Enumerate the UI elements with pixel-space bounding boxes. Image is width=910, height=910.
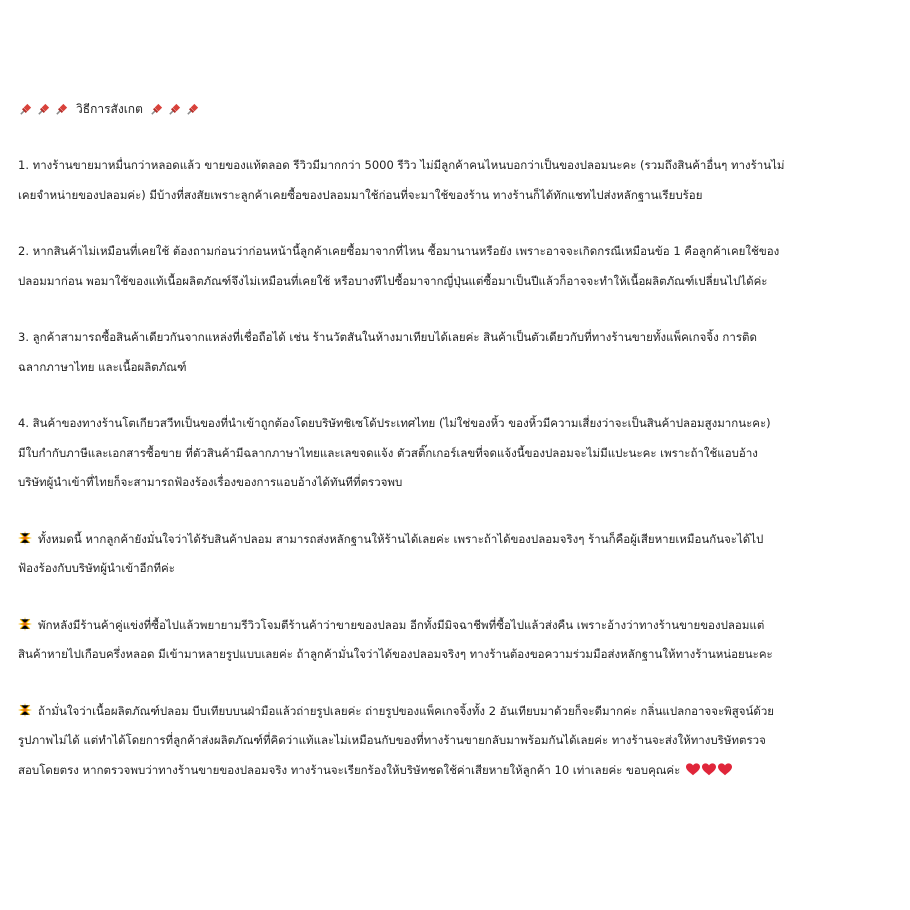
paragraph-1 bbox=[18, 151, 896, 210]
sparkle-icon bbox=[18, 703, 32, 717]
paragraph-line: บริษัทผู้นำเข้าที่ไทยก็จะสามารถฟ้องร้องเรื่องของการแอบอ้างได้ทันทีที่ตรวจพบ bbox=[18, 475, 403, 489]
pushpin-icon bbox=[149, 102, 164, 117]
paragraph-4 bbox=[18, 409, 896, 498]
heart-icon bbox=[702, 763, 716, 776]
pushpin-icon bbox=[167, 102, 182, 117]
paragraph-line: มีใบกำกับภาษีและเอกสารซื้อขาย ที่ตัวสินค้ามีฉลากภาษาไทยและเลขจดแจ้ง ตัวสติ๊กเกอร์เลขที่จดแจ้งนี้ของปลอมจะไม่มีแปะนะคะ เพราะถ้าใช้แอบอ้าง bbox=[18, 445, 758, 460]
paragraph-3 bbox=[18, 323, 896, 382]
sparkle-icon bbox=[18, 617, 32, 631]
paragraph-2 bbox=[18, 237, 896, 296]
paragraph-line: 1. ทางร้านขายมาหมื่นกว่าหลอดแล้ว ขายของแท้ตลอด รีวิวมีมากกว่า 5000 รีวิว ไม่มีลูกค้าคนไหนบอกว่าเป็นของปลอมนะคะ (รวมถึงสินค้าอื่นๆ ทางร้านไม่ bbox=[18, 158, 785, 172]
pushpin-icon bbox=[18, 102, 33, 117]
paragraph-line: พักหลังมีร้านค้าคู่แข่งที่ซื้อไปแล้วพยายามรีวิวโจมตีร้านค้าว่าขายของปลอม อีกทั้งมีมิจฉาชีพที่ซื้อไปแล้วส่งคืน เพราะอ้างว่าทางร้านขายของปลอมแต่ bbox=[38, 617, 765, 632]
paragraph-line: 2. หากสินค้าไม่เหมือนที่เคยใช้ ต้องถามก่อนว่าก่อนหน้านี้ลูกค้าเคยซื้อมาจากที่ไหน ซื้อมานานหรือยัง เพราะอาจจะเกิดกรณีเหมือนข้อ 1 คือลูกค้าเคยใช้ของ bbox=[18, 244, 780, 258]
heart-icon bbox=[718, 763, 732, 776]
section-heading bbox=[18, 98, 896, 120]
paragraph-line: ฟ้องร้องกับบริษัทผู้นำเข้าอีกทีค่ะ bbox=[18, 561, 175, 575]
paragraph-line-with-icon bbox=[18, 611, 896, 641]
paragraph-line: รูปภาพไม่ได้ แต่ทำได้โดยการที่ลูกค้าส่งผลิตภัณฑ์ที่คิดว่าแท้และไม่เหมือนกับของที่ทางร้านขายกลับมาพร้อมกันได้เลยค่ะ ทางร้านจะส่งให้ทางบริษัทตรวจ bbox=[18, 733, 766, 747]
paragraph-line: 3. ลูกค้าสามารถซื้อสินค้าเดียวกันจากแหล่งที่เชื่อถือได้ เช่น ร้านวัตสันในห้างมาเทียบได้เลยค่ะ สินค้าเป็นตัวเดียวกับที่ทางร้านขายทั้งแพ็คเกจจิ้ง การติด bbox=[18, 330, 757, 344]
paragraph-line: ปลอมมาก่อน พอมาใช้ของแท้เนื้อผลิตภัณฑ์จึงไม่เหมือนที่เคยใช้ หรือบางทีไปซื้อมาจากญี่ปุ่นแต่ซื้อมาเป็นปีแล้วก็อาจจะทำให้เนื้อผลิตภัณฑ์เปลี่ยนไปได้ค่ะ bbox=[18, 273, 768, 288]
paragraph-line: เคยจำหน่ายของปลอมค่ะ) มีบ้างที่สงสัยเพราะลูกค้าเคยซื้อของปลอมมาใช้ก่อนที่จะมาใช้ของร้าน ทางร้านก็ได้ทักแชทไปส่งหลักฐานเรียบร้อย bbox=[18, 187, 703, 202]
paragraph-line-with-icon bbox=[18, 525, 896, 555]
paragraph-6 bbox=[18, 611, 896, 670]
paragraph-line: ถ้ามั่นใจว่าเนื้อผลิตภัณฑ์ปลอม บีบเทียบบนฝ่ามือแล้วถ่ายรูปเลยค่ะ ถ่ายรูปของแพ็คเกจจิ้งทั้ง 2 อันเทียบมาด้วยก็จะดีมากค่ะ กลิ่นแปลกอาจจะพิสูจน์ด้วย bbox=[38, 703, 775, 718]
paragraph-line: 4. สินค้าของทางร้านโตเกียวสวีทเป็นของที่นำเข้าถูกต้องโดยบริษัทชิเซโด้ประเทศไทย (ไม่ใช่ของหิ้ว ของหิ้วมีความเสี่ยงว่าจะเป็นสินค้าปลอมสูงมากนะคะ) bbox=[18, 416, 771, 430]
paragraph-5 bbox=[18, 525, 896, 584]
pushpin-icon bbox=[36, 102, 51, 117]
paragraph-7 bbox=[18, 697, 896, 786]
paragraph-line: ฉลากภาษาไทย และเนื้อผลิตภัณฑ์ bbox=[18, 359, 187, 374]
heading-text: วิธีการสังเกต bbox=[76, 102, 143, 116]
pushpin-icon bbox=[185, 102, 200, 117]
heart-icon bbox=[686, 763, 700, 776]
paragraph-line-with-hearts bbox=[18, 756, 896, 786]
paragraph-line: ทั้งหมดนี้ หากลูกค้ายังมั่นใจว่าได้รับสินค้าปลอม สามารถส่งหลักฐานให้ร้านได้เลยค่ะ เพราะถ้าได้ของปลอมจริงๆ ร้านก็คือผู้เสียหายเหมือนกันจะได้ไป bbox=[38, 531, 764, 546]
pushpin-icon bbox=[54, 102, 69, 117]
paragraph-line-with-icon bbox=[18, 697, 896, 727]
paragraph-line: สอบโดยตรง หากตรวจพบว่าทางร้านขายของปลอมจริง ทางร้านจะเรียกร้องให้บริษัทชดใช้ค่าเสียหายให้ลูกค้า 10 เท่าเลยค่ะ ขอบคุณค่ะ bbox=[18, 762, 681, 777]
paragraph-line: สินค้าหายไปเกือบครึ่งหลอด มีเข้ามาหลายรูปแบบเลยค่ะ ถ้าลูกค้ามั่นใจว่าได้ของปลอมจริงๆ ทางร้านต้องขอความร่วมมือส่งหลักฐานให้ทางร้านหน่อยนะคะ bbox=[18, 647, 773, 661]
sparkle-icon bbox=[18, 531, 32, 545]
